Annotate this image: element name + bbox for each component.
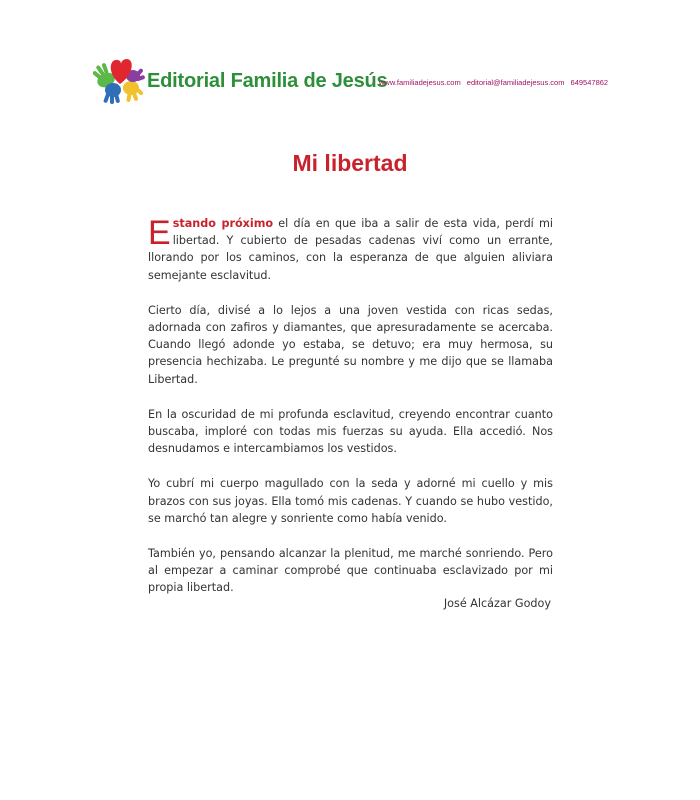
hands-heart-logo-icon (93, 48, 147, 104)
page-header (93, 48, 613, 104)
paragraph: En la oscuridad de mi profunda esclavitud, creyendo encontrar cuanto buscaba, imploré con todas mis fuerzas su ayuda. Ella accedió. Nos desnudamos e intercambiamos los vestidos. (148, 407, 553, 456)
phone-number: 649547862 (570, 78, 609, 87)
paragraph-text: el día en que iba a salir de esta vida, perdí mi libertad. Y cubierto de pesadas cadenas viví como un errante, llorando por los caminos, con la esperanza de que alguien aliviara semejante esclavitud. (148, 217, 554, 282)
drop-cap: E (148, 214, 171, 252)
paragraph: Yo cubrí mi cuerpo magullado con la seda y adorné mi cuello y mis brazos con sus joyas. Ella tomó mis cadenas. Y cuando se hubo vestido, se marchó tan alegre y sonriente como había venido. (148, 477, 553, 525)
email-link[interactable]: editorial@familiadejesus.com (466, 78, 565, 87)
story-body (148, 215, 553, 615)
brand-name: Editorial Familia de Jesús (147, 70, 388, 92)
contact-info (379, 78, 612, 87)
lead-words: stando próximo (172, 217, 274, 230)
paragraph: Cierto día, divisé a lo lejos a una joven vestida con ricas sedas, adornada con zafiros y diamantes, que apresuradamente se acercaba. Cuando llegó adonde yo estaba, se detuvo; era muy hermosa, su presencia hechizaba. Le pregunté su nombre y me dijo que se llamaba Libertad. (148, 303, 553, 386)
paragraph (148, 215, 553, 284)
website-link[interactable]: www.familiadejesus.com (379, 78, 461, 87)
paragraph: También yo, pensando alcanzar la plenitud, me marché sonriendo. Pero al empezar a caminar comprobé que continuaba esclavizado por mi propia libertad. (148, 547, 553, 595)
page-title: Mi libertad (292, 150, 408, 176)
author-signature: José Alcázar Godoy (443, 597, 551, 610)
